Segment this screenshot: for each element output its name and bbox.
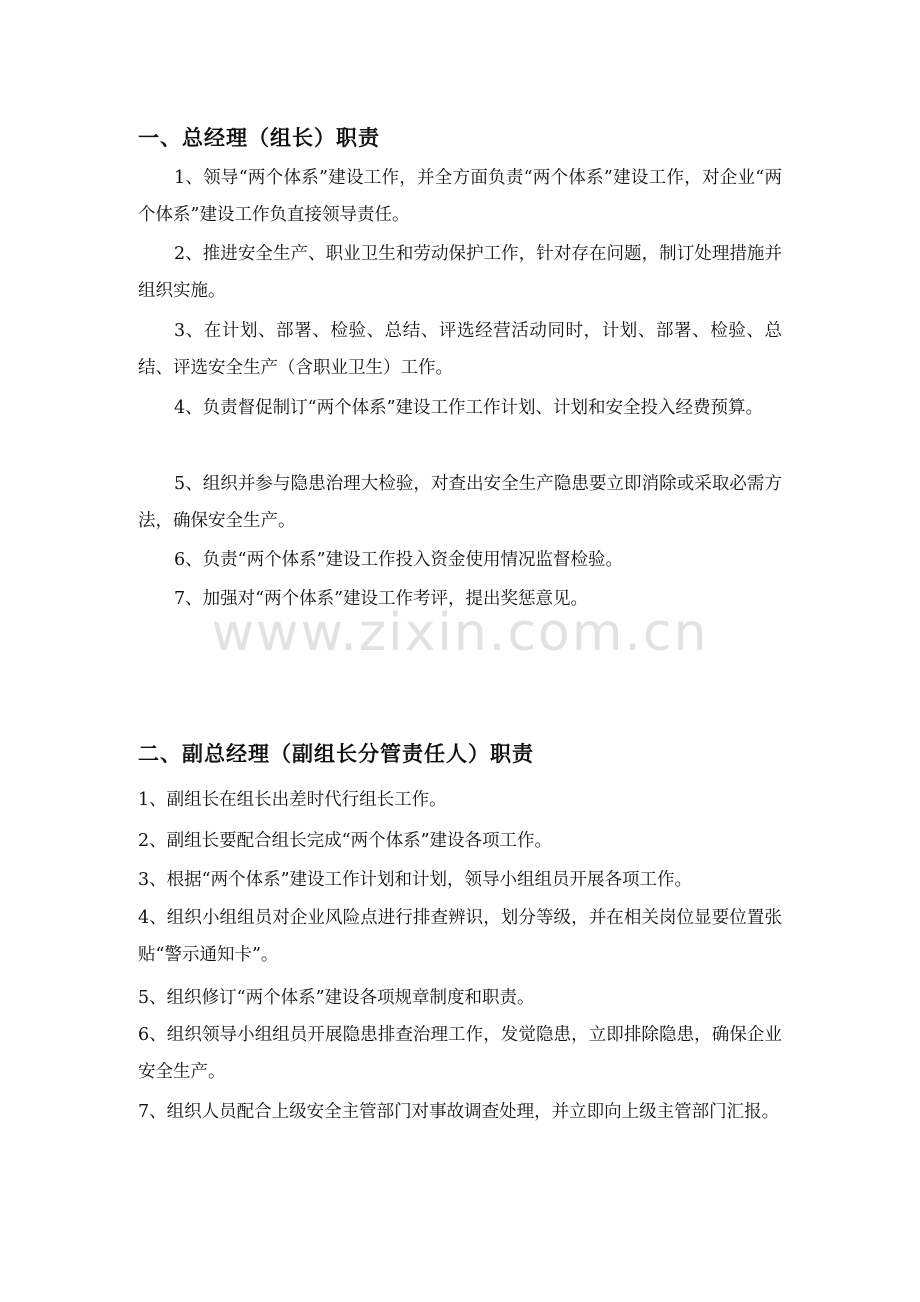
section2-item-4: 4、组织小组组员对企业风险点进行排查辨识，划分等级，并在相关岗位显要位置张贴“警示通知卡”。 [138,908,782,965]
section1-item-2: 2、推进安全生产、职业卫生和劳动保护工作，针对存在问题，制订处理措施并组织实施。 [138,244,782,301]
section2-heading: 二、副总经理（副组长分管责任人）职责 [138,742,534,766]
section1-item-6: 6、负责“两个体系”建设工作投入资金使用情况监督检验。 [174,550,624,570]
section2-item-7: 7、组织人员配合上级安全主管部门对事故调查处理，并立即向上级主管部门汇报。 [138,1102,780,1122]
section1-item-4: 4、负责督促制订“两个体系”建设工作工作计划、计划和安全投入经费预算。 [174,398,764,418]
section2-item-6: 6、组织领导小组组员开展隐患排查治理工作，发觉隐患，立即排除隐患，确保企业安全生产。 [138,1025,782,1082]
section1-item-3: 3、在计划、部署、检验、总结、评选经营活动同时，计划、部署、检验、总结、评选安全生产（含职业卫生）工作。 [138,321,782,378]
watermark: www.zixin.com.cn [211,603,709,663]
section1-heading: 一、总经理（组长）职责 [138,126,380,150]
section1-item-1: 1、领导“两个体系”建设工作，并全方面负责“两个体系”建设工作，对企业“两个体系”建设工作负直接领导责任。 [138,168,782,225]
section2-item-2: 2、副组长要配合组长完成“两个体系”建设各项工作。 [138,831,553,851]
section2-item-3: 3、根据“两个体系”建设工作计划和计划，领导小组组员开展各项工作。 [138,870,693,890]
section2-item-5: 5、组织修订“两个体系”建设各项规章制度和职责。 [138,988,535,1008]
section1-item-5: 5、组织并参与隐患治理大检验，对查出安全生产隐患要立即消除或采取必需方法，确保安全生产。 [138,474,782,531]
section1-item-7: 7、加强对“两个体系”建设工作考评，提出奖惩意见。 [174,589,589,609]
section2-item-1: 1、副组长在组长出差时代行组长工作。 [138,790,447,810]
